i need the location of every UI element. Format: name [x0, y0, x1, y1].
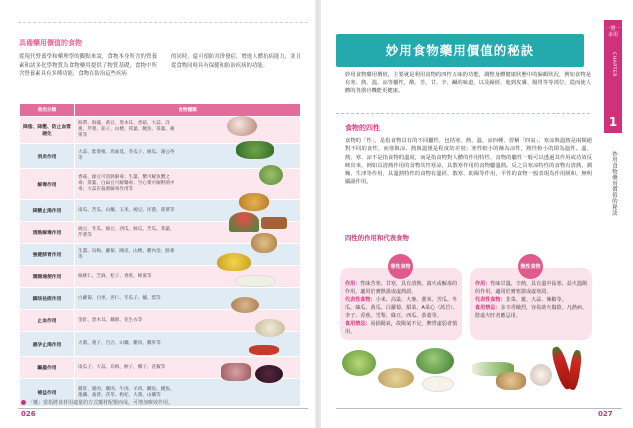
intro-paragraph-continued: 的同時，還可預防其併發症，增進人體抗病能力，並且從食物同時具有保健和防治疾病的功能。	[171, 54, 301, 69]
page-title: 妙用食物藥用價值的秘訣	[385, 43, 535, 58]
intro-paragraph-right: 妙用食物藥用價值，主要就是利用食物的四性五味的功能，調整身體健康狀態中的偏頗狀況，例如食物是有寒、熱、溫、涼等屬性，酸、苦、甘、辛、鹹的味道，以及歸經、進到皮膚、腸胃等等部位，從而使人體的各器官機能更健康。	[345, 72, 591, 95]
section-title: 具備藥用價值的食物	[19, 39, 82, 47]
cold-food-badge	[388, 254, 413, 279]
cold-food-text	[345, 280, 459, 336]
section-heading-representative-foods: 四性的作用和代表食物	[345, 234, 409, 242]
cold-food-badge-label: 寒性食物	[390, 263, 411, 270]
cinnamon-photo	[261, 217, 287, 229]
cold-avoid: 易損陽氣，故陽氣不足，脾胃虛弱者慎用。	[345, 321, 458, 335]
hot-food-badge-label: 熱性食物	[520, 263, 541, 270]
row-category: 止血作用	[20, 310, 75, 332]
footnote-text: 「藥」當指將食材用適量的方式藥材配製而成，可增加療效作用。	[28, 400, 174, 406]
row-category: 消炎作用	[20, 144, 75, 169]
row-foods: 大蒜、紫菜根、馬齒莧、冬瓜子、絲瓜、蒲公英等	[78, 150, 175, 161]
row-category: 避孕止渴作用	[20, 332, 75, 357]
table-header-foods: 食物種類	[75, 104, 301, 117]
radish-slices-photo	[422, 376, 454, 392]
page-number-left: 026	[21, 410, 36, 418]
cold-rep: 小米、高粱、大麥、薏米、苦瓜、冬瓜、絲瓜、黃瓜、白蘿蔔、甜菜、A菜心（萵苣）、李子、香蕉、雪梨、綠豆、西瓜、茶葉等。	[345, 297, 458, 319]
hot-food-badge	[518, 254, 543, 279]
red-chili-photo-2	[567, 349, 582, 390]
row-category: 潤腸通便作用	[20, 266, 75, 288]
chapter-word: CHAPTER	[611, 52, 616, 77]
book-gutter	[315, 0, 321, 428]
chapter-number: 1	[608, 115, 618, 129]
top-divider	[18, 22, 308, 23]
cold-foods-photo	[342, 344, 464, 396]
divider-line	[336, 113, 590, 114]
meat-photo	[221, 363, 251, 381]
chili-photo	[249, 345, 279, 355]
mung-beans-photo	[259, 165, 283, 185]
ginger-root-photo	[496, 372, 526, 390]
section-heading-four-natures: 食物的四性	[345, 124, 380, 132]
onion-garlic-photo	[227, 116, 257, 136]
hot-rep-label: 代表性食物：	[475, 297, 506, 303]
row-foods: 豬肝、豬肉、雞肉、牛肉、羊肉、鯽魚、鯉魚、蓮藕、桑葚、茯苓、枸杞、大棗、山藥等	[78, 386, 175, 398]
hot-avoid: 多辛香燥烈，容易助火傷陰，凡熱病、陰虛火旺者應忌用。	[475, 305, 588, 319]
cold-effect: 性味苦寒、甘寒，具有清熱、瀉火或解毒的作用，適用於實熱證或虛熱證。	[345, 281, 458, 295]
cold-rep-label: 代表性食物：	[345, 297, 376, 303]
table-header-category: 效用分類	[20, 104, 75, 117]
row-foods: 海帶、海藻、黃豆、黑木耳、香菇、大蒜、洋蔥、芹菜、茄子、山楂、荷葉、鯉魚、茶葉、蘋果等	[78, 121, 175, 138]
hot-rep: 韭菜、薑、大蒜、辣椒等。	[505, 297, 567, 303]
row-foods: 香菇、綠豆可清熱解毒；生薑、蟹可解魚蟹之毒；茶葉、白扁豆可解藥毒；空心菜可解野菌中毒；大蒜有殺菌解毒作用等	[78, 175, 175, 192]
berries-photo	[255, 365, 283, 383]
hot-avoid-label: 食用禁忌：	[475, 305, 501, 311]
page-number-right: 027	[598, 410, 613, 418]
chapter-label: 一帶一多用	[605, 26, 621, 38]
watermelon-photo	[229, 212, 259, 232]
radish-photo	[235, 275, 275, 287]
hot-effect: 性味甘溫、辛熱，具有溫中祛寒、益火溫陽的作用，適用於實寒證或虛寒證。	[475, 281, 588, 295]
squash-photo	[239, 193, 269, 211]
cold-effect-label: 作用：	[345, 281, 361, 287]
peanuts-photo	[231, 297, 259, 313]
garlic-photo	[530, 364, 552, 386]
cold-avoid-label: 食用禁忌：	[345, 321, 371, 327]
lettuce-photo	[342, 350, 376, 376]
ginger-photo	[251, 233, 277, 253]
row-category: 降脂、降壓、防止血管硬化	[20, 117, 75, 144]
hot-foods-photo	[472, 344, 594, 396]
melon-photo	[416, 348, 454, 374]
footer-line-right	[336, 408, 622, 409]
row-foods: 核桃仁、芝麻、松子、香蕉、蜂蜜等	[78, 273, 152, 279]
page-title-banner	[336, 34, 584, 67]
food-photo-column	[191, 113, 302, 398]
row-foods: 豌豆、冬瓜、綠豆、西瓜、絲瓜、苦瓜、茶葉、芹菜等	[78, 226, 175, 238]
footer-line-left	[18, 408, 308, 409]
row-foods: 南瓜、苦瓜、山藥、玉米、豌豆、洋蔥、菠菜等	[78, 207, 175, 213]
hot-food-text	[475, 280, 589, 320]
row-category: 清熱解毒作用	[20, 222, 75, 244]
banana-photo	[217, 253, 251, 271]
row-category: 驅蟲作用	[20, 357, 75, 379]
hot-effect-label: 作用：	[475, 281, 491, 287]
dandelion-greens-photo	[236, 141, 274, 159]
row-foods: 大棗、蓮子、百合、山藥、雞肉、雞肝等	[78, 341, 161, 346]
row-category: 鎮咳祛痰作用	[20, 288, 75, 310]
row-foods: 金針、黑木耳、藕節、花生衣等	[78, 317, 143, 323]
row-foods: 生薑、烏梅、蘿蔔、陳皮、山楂、雞內金、鮮麥等	[78, 248, 175, 260]
lotus-seeds-photo	[255, 319, 285, 337]
bullet-icon	[21, 400, 26, 405]
footnote	[21, 399, 173, 406]
row-foods: 白蘿蔔、白果、杏仁、冬瓜子、橘、梨等	[78, 295, 161, 301]
millet-photo	[378, 368, 414, 388]
intro-paragraph: 從現代營養學和藥理學的觀點來說，食物本身所含的營養素和諸多化學物質為食物藥用提供了物質基礎，食物中所含營養素具有多種功能，食物在防治這些疾病	[19, 54, 157, 78]
side-running-title: 妙用食物藥用價值的秘訣	[611, 151, 617, 216]
row-category: 降糖止渴作用	[20, 200, 75, 222]
row-category: 解毒作用	[20, 169, 75, 200]
row-category: 補益作用	[20, 379, 75, 407]
row-foods: 南瓜子、大蒜、烏梅、榧子、椰子、花椒等	[78, 364, 166, 370]
row-category: 強健肺胃作用	[20, 244, 75, 266]
chapter-tab	[604, 20, 622, 133]
four-natures-body: 食物的「性」，是指食物具有的不同屬性，包括寒、熱、溫、涼四種，習稱「四氣」，寒涼與溫熱是兩類絕對不同的食性，而寒與涼、熱與溫僅是程度的差別；寒性較小的稱為涼性，熱性較小的即為溫性。溫、熱、寒、涼不是指食物的溫度，而是指食物對人體的作用特性，食物的屬性一般可以透過其作用或功效反映出來，例如具清熱作用的食物其性寒涼，具散寒作用的食物屬溫熱。反之具寒涼特性的食物有清熱、潤燥、生津等作用，具溫熱特性的食物有溫經、散寒、助陽等作用，平性的食物一般表現為作用緩和，無明顯副作用。	[345, 138, 592, 186]
